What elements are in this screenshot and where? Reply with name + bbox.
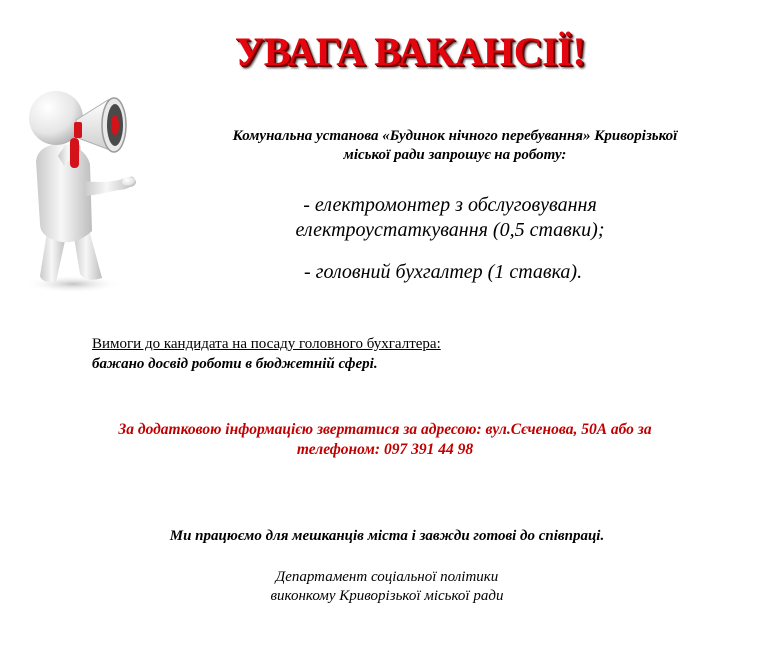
requirements-heading: Вимоги до кандидата на посаду головного бухгалтера: <box>92 336 441 352</box>
contact-line-1: За додатковою інформацією звертатися за адресою: вул.Сєченова, 50А або за <box>118 421 652 438</box>
vacancy-electrician <box>230 193 670 243</box>
intro-text <box>150 127 760 165</box>
contact-line-2: телефоном: 097 391 44 98 <box>296 441 474 458</box>
signature-line-1: Департамент соціальної політики <box>275 569 499 585</box>
slogan: Ми працюємо для мешканців міста і завжди готові до співпраці. <box>169 528 605 544</box>
page-title: УВАГА ВАКАНСІЇ! <box>234 29 586 74</box>
signature-line-2: виконкому Криворізької міської ради <box>270 588 504 604</box>
vacancy-accountant: - головний бухгалтер (1 ставка). <box>304 261 583 283</box>
person-with-megaphone-icon <box>18 86 153 296</box>
signature <box>0 568 774 606</box>
intro-line-1: Комунальна установа «Будинок нічного перебування» Криворізької <box>232 128 678 144</box>
intro-line-2: міської ради запрошує на роботу: <box>343 147 567 163</box>
vacancy-electrician-line-2: електроустаткування (0,5 ставки); <box>295 219 605 241</box>
contact-info <box>30 420 740 460</box>
vacancy-electrician-line-1: - електромонтер з обслуговування <box>303 194 597 216</box>
requirements-text: бажано досвід роботи в бюджетній сфері. <box>92 356 378 372</box>
